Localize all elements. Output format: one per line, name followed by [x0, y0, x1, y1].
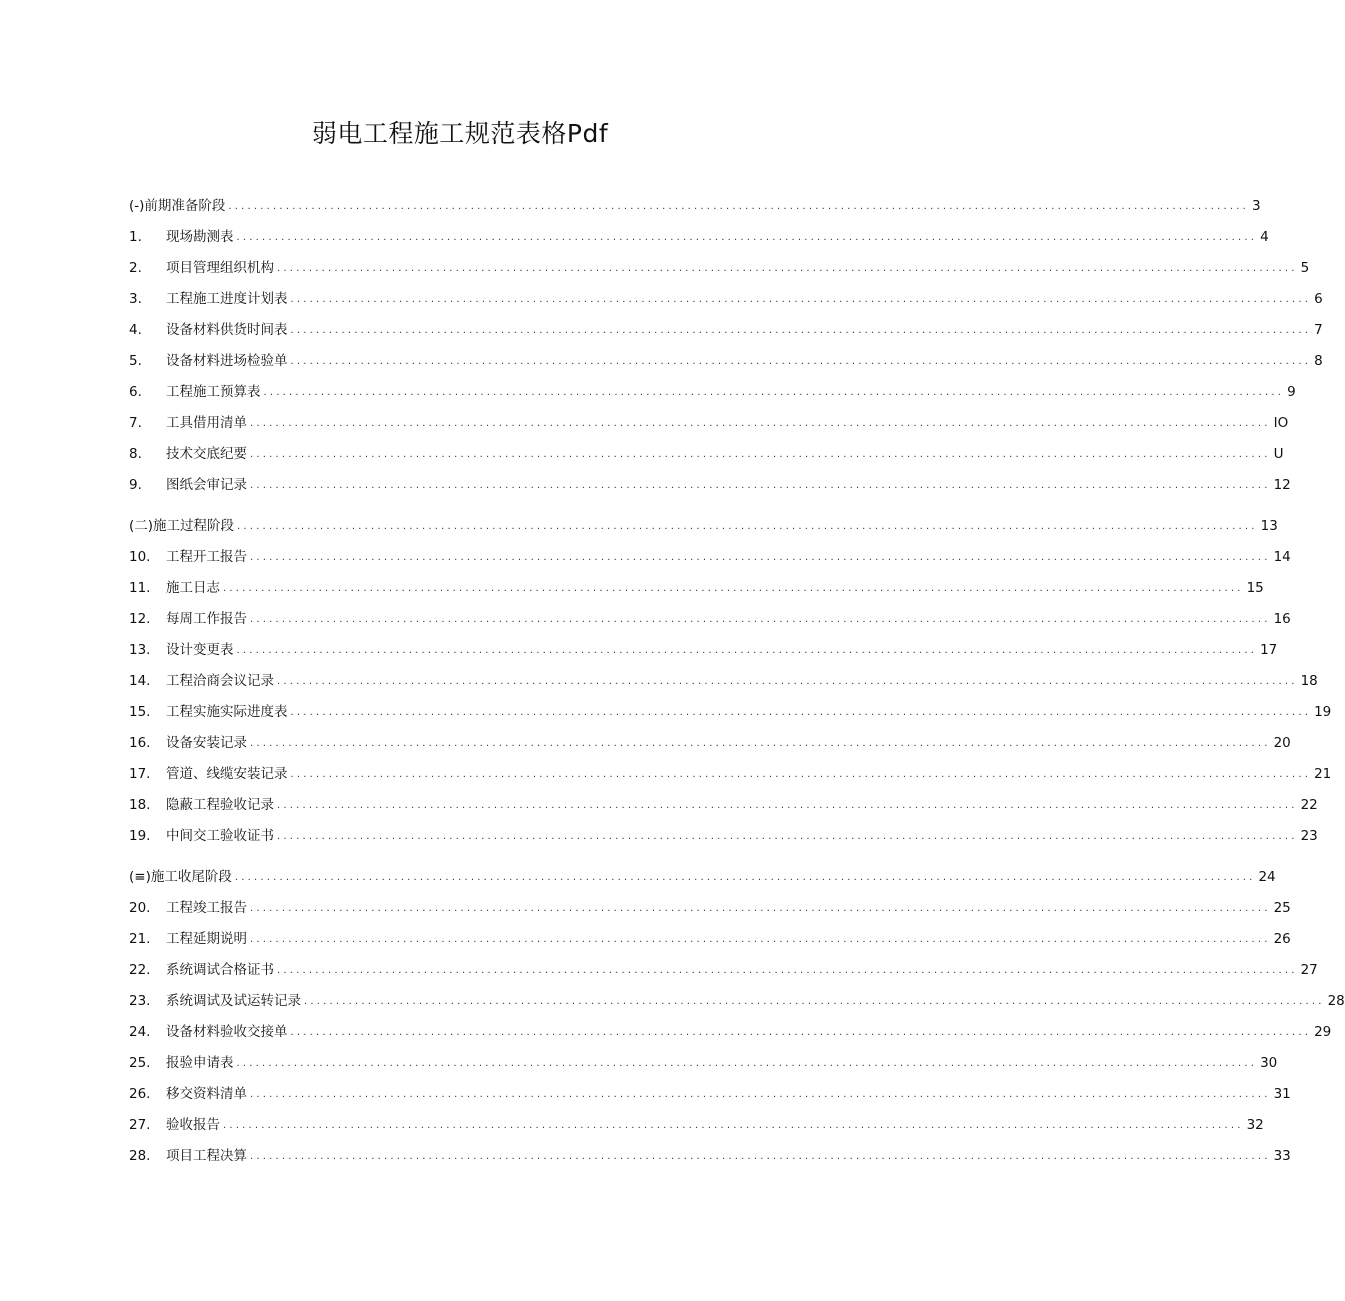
toc-entry[interactable]	[129, 896, 1291, 920]
toc-entry-number: 1.	[129, 229, 142, 245]
toc-entry-number: 23.	[129, 993, 151, 1009]
toc-entry-title: 设备材料进场检验单	[166, 353, 288, 369]
toc-entry-title: 验收报告	[166, 1117, 220, 1133]
toc-page-number: 33	[1273, 1148, 1291, 1164]
toc-page-number: 19	[1314, 704, 1332, 720]
toc-entry[interactable]	[129, 1144, 1291, 1168]
dot-leader: ................................................................................................................................................................	[263, 387, 1285, 398]
toc-page-number: 28	[1327, 993, 1345, 1009]
toc-entry[interactable]	[129, 318, 1323, 342]
toc-page-number: 3	[1252, 198, 1261, 214]
dot-leader: ................................................................................................................................................................	[250, 614, 1271, 625]
toc-page-number: 4	[1260, 229, 1269, 245]
toc-entry[interactable]	[129, 256, 1310, 280]
toc-entry[interactable]	[129, 762, 1332, 786]
toc-entry-number: 22.	[129, 962, 151, 978]
toc-page-number: 22	[1300, 797, 1318, 813]
dot-leader: ................................................................................................................................................................	[290, 356, 1312, 367]
toc-page-number: 14	[1273, 549, 1291, 565]
toc-entry-number: 11.	[129, 580, 151, 596]
toc-entry-title: 工程延期说明	[166, 931, 247, 947]
toc-section-heading[interactable]	[129, 194, 1261, 218]
toc-entry-title: 施工日志	[166, 580, 220, 596]
toc-page-number: 9	[1287, 384, 1296, 400]
toc-entry-title: 现场勘测表	[166, 229, 234, 245]
toc-section-heading[interactable]	[129, 514, 1278, 538]
toc-section-title: (二)施工过程阶段	[129, 518, 235, 534]
toc-entry-number: 12.	[129, 611, 151, 627]
toc-page-number: IO	[1273, 415, 1289, 431]
toc-entry-number: 3.	[129, 291, 142, 307]
toc-entry-title: 工程施工预算表	[166, 384, 261, 400]
dot-leader: ................................................................................................................................................................	[236, 232, 1258, 243]
toc-entry[interactable]	[129, 1020, 1332, 1044]
toc-section-heading[interactable]	[129, 865, 1276, 889]
dot-leader: ................................................................................................................................................................	[250, 1089, 1271, 1100]
toc-entry-number: 17.	[129, 766, 151, 782]
dot-leader: ................................................................................................................................................................	[290, 294, 1312, 305]
toc-entry-title: 工程开工报告	[166, 549, 247, 565]
toc-entry[interactable]	[129, 576, 1264, 600]
toc-entry-number: 9.	[129, 477, 142, 493]
dot-leader: ................................................................................................................................................................	[234, 872, 1256, 883]
toc-entry-title: 管道、线缆安装记录	[166, 766, 288, 782]
dot-leader: ................................................................................................................................................................	[290, 769, 1312, 780]
dot-leader: ................................................................................................................................................................	[250, 903, 1271, 914]
toc-entry-title: 中间交工验收证书	[166, 828, 274, 844]
toc-entry[interactable]	[129, 927, 1291, 951]
toc-entry-title: 系统调试及试运转记录	[166, 993, 301, 1009]
toc-entry-number: 8.	[129, 446, 142, 462]
toc-entry-title: 移交资料清单	[166, 1086, 247, 1102]
toc-page-number: 8	[1314, 353, 1323, 369]
dot-leader: ................................................................................................................................................................	[250, 738, 1271, 749]
dot-leader: ................................................................................................................................................................	[290, 1027, 1312, 1038]
toc-entry[interactable]	[129, 607, 1291, 631]
toc-entry[interactable]	[129, 442, 1284, 466]
toc-entry-title: 工程实施实际进度表	[166, 704, 288, 720]
toc-entry[interactable]	[129, 1082, 1291, 1106]
toc-entry[interactable]	[129, 793, 1318, 817]
toc-entry[interactable]	[129, 1113, 1264, 1137]
toc-entry[interactable]	[129, 669, 1318, 693]
toc-entry-number: 28.	[129, 1148, 151, 1164]
toc-entry-number: 24.	[129, 1024, 151, 1040]
toc-entry-title: 隐蔽工程验收记录	[166, 797, 274, 813]
toc-page-number: 13	[1260, 518, 1278, 534]
toc-page-number: U	[1273, 446, 1284, 462]
dot-leader: ................................................................................................................................................................	[277, 831, 1298, 842]
toc-entry-title: 工具借用清单	[166, 415, 247, 431]
toc-entry-number: 10.	[129, 549, 151, 565]
dot-leader: ................................................................................................................................................................	[250, 934, 1271, 945]
page-title: 弱电工程施工规范表格Pdf	[311, 119, 609, 148]
dot-leader: ................................................................................................................................................................	[290, 325, 1312, 336]
toc-page-number: 27	[1300, 962, 1318, 978]
toc-entry-number: 14.	[129, 673, 151, 689]
toc-page-number: 18	[1300, 673, 1318, 689]
toc-entry-title: 设备材料供货时间表	[166, 322, 288, 338]
dot-leader: ................................................................................................................................................................	[237, 521, 1258, 532]
toc-entry-number: 7.	[129, 415, 142, 431]
toc-entry[interactable]	[129, 225, 1269, 249]
toc-page-number: 5	[1300, 260, 1310, 276]
toc-entry-number: 26.	[129, 1086, 151, 1102]
toc-entry-number: 27.	[129, 1117, 151, 1133]
toc-entry-title: 系统调试合格证书	[166, 962, 274, 978]
toc-entry-title: 工程竣工报告	[166, 900, 247, 916]
toc-page-number: 29	[1314, 1024, 1332, 1040]
toc-entry[interactable]	[129, 473, 1291, 497]
toc-entry-title: 工程施工进度计划表	[166, 291, 288, 307]
toc-entry[interactable]	[129, 824, 1318, 848]
dot-leader: ................................................................................................................................................................	[223, 583, 1244, 594]
toc-page-number: 12	[1273, 477, 1291, 493]
toc-page-number: 16	[1273, 611, 1291, 627]
toc-entry-title: 每周工作报告	[166, 611, 247, 627]
dot-leader: ................................................................................................................................................................	[236, 1058, 1258, 1069]
toc-entry-title: 报验申请表	[166, 1055, 234, 1071]
toc-page-number: 20	[1273, 735, 1291, 751]
toc-entry-title: 图纸会审记录	[166, 477, 247, 493]
toc-section-title: (≡)施工收尾阶段	[129, 869, 232, 885]
dot-leader: ................................................................................................................................................................	[250, 418, 1271, 429]
toc-page-number: 32	[1246, 1117, 1264, 1133]
dot-leader: ................................................................................................................................................................	[277, 263, 1298, 274]
toc-entry-number: 13.	[129, 642, 151, 658]
toc-page-number: 6	[1314, 291, 1323, 307]
toc-section-title: (-)前期准备阶段	[129, 198, 226, 214]
toc-page-number: 30	[1260, 1055, 1278, 1071]
toc-entry[interactable]	[129, 411, 1289, 435]
toc-page-number: 15	[1246, 580, 1264, 596]
toc-entry[interactable]	[129, 958, 1318, 982]
toc-entry-number: 4.	[129, 322, 142, 338]
toc-entry[interactable]	[129, 700, 1332, 724]
toc-page-number: 26	[1273, 931, 1291, 947]
toc-entry-number: 25.	[129, 1055, 151, 1071]
toc-page-number: 7	[1314, 322, 1323, 338]
toc-entry-number: 16.	[129, 735, 151, 751]
dot-leader: ................................................................................................................................................................	[250, 480, 1271, 491]
toc-entry[interactable]	[129, 545, 1291, 569]
dot-leader: ................................................................................................................................................................	[290, 707, 1312, 718]
toc-entry[interactable]	[129, 287, 1323, 311]
dot-leader: ................................................................................................................................................................	[223, 1120, 1244, 1131]
dot-leader: ................................................................................................................................................................	[304, 996, 1325, 1007]
toc-entry-number: 2.	[129, 260, 142, 276]
dot-leader: ................................................................................................................................................................	[228, 201, 1249, 212]
dot-leader: ................................................................................................................................................................	[277, 965, 1298, 976]
toc-entry-title: 技术交底纪要	[166, 446, 247, 462]
toc-page-number: 21	[1314, 766, 1332, 782]
dot-leader: ................................................................................................................................................................	[277, 676, 1298, 687]
dot-leader: ................................................................................................................................................................	[250, 552, 1271, 563]
toc-entry-title: 项目工程决算	[166, 1148, 247, 1164]
toc-entry-title: 设计变更表	[166, 642, 234, 658]
toc-entry[interactable]	[129, 380, 1296, 404]
toc-entry-number: 20.	[129, 900, 151, 916]
toc-page-number: 31	[1273, 1086, 1291, 1102]
toc-entry-number: 5.	[129, 353, 142, 369]
dot-leader: ................................................................................................................................................................	[250, 1151, 1271, 1162]
toc-entry-number: 15.	[129, 704, 151, 720]
toc-entry-title: 项目管理组织机构	[166, 260, 274, 276]
dot-leader: ................................................................................................................................................................	[277, 800, 1298, 811]
toc-entry-title: 设备安装记录	[166, 735, 247, 751]
toc-entry[interactable]	[129, 731, 1291, 755]
toc-page-number: 24	[1258, 869, 1276, 885]
dot-leader: ................................................................................................................................................................	[250, 449, 1271, 460]
toc-page-number: 23	[1300, 828, 1318, 844]
toc-page-number: 25	[1273, 900, 1291, 916]
toc-entry-number: 18.	[129, 797, 151, 813]
toc-entry-number: 21.	[129, 931, 151, 947]
toc-entry-number: 6.	[129, 384, 142, 400]
toc-page-number: 17	[1260, 642, 1278, 658]
toc-entry[interactable]	[129, 349, 1323, 373]
toc-entry[interactable]	[129, 1051, 1278, 1075]
toc-entry-number: 19.	[129, 828, 151, 844]
toc-entry[interactable]	[129, 638, 1278, 662]
toc-entry-title: 工程洽商会议记录	[166, 673, 274, 689]
toc-entry-title: 设备材料验收交接单	[166, 1024, 288, 1040]
toc-entry[interactable]	[129, 989, 1345, 1013]
dot-leader: ................................................................................................................................................................	[236, 645, 1258, 656]
